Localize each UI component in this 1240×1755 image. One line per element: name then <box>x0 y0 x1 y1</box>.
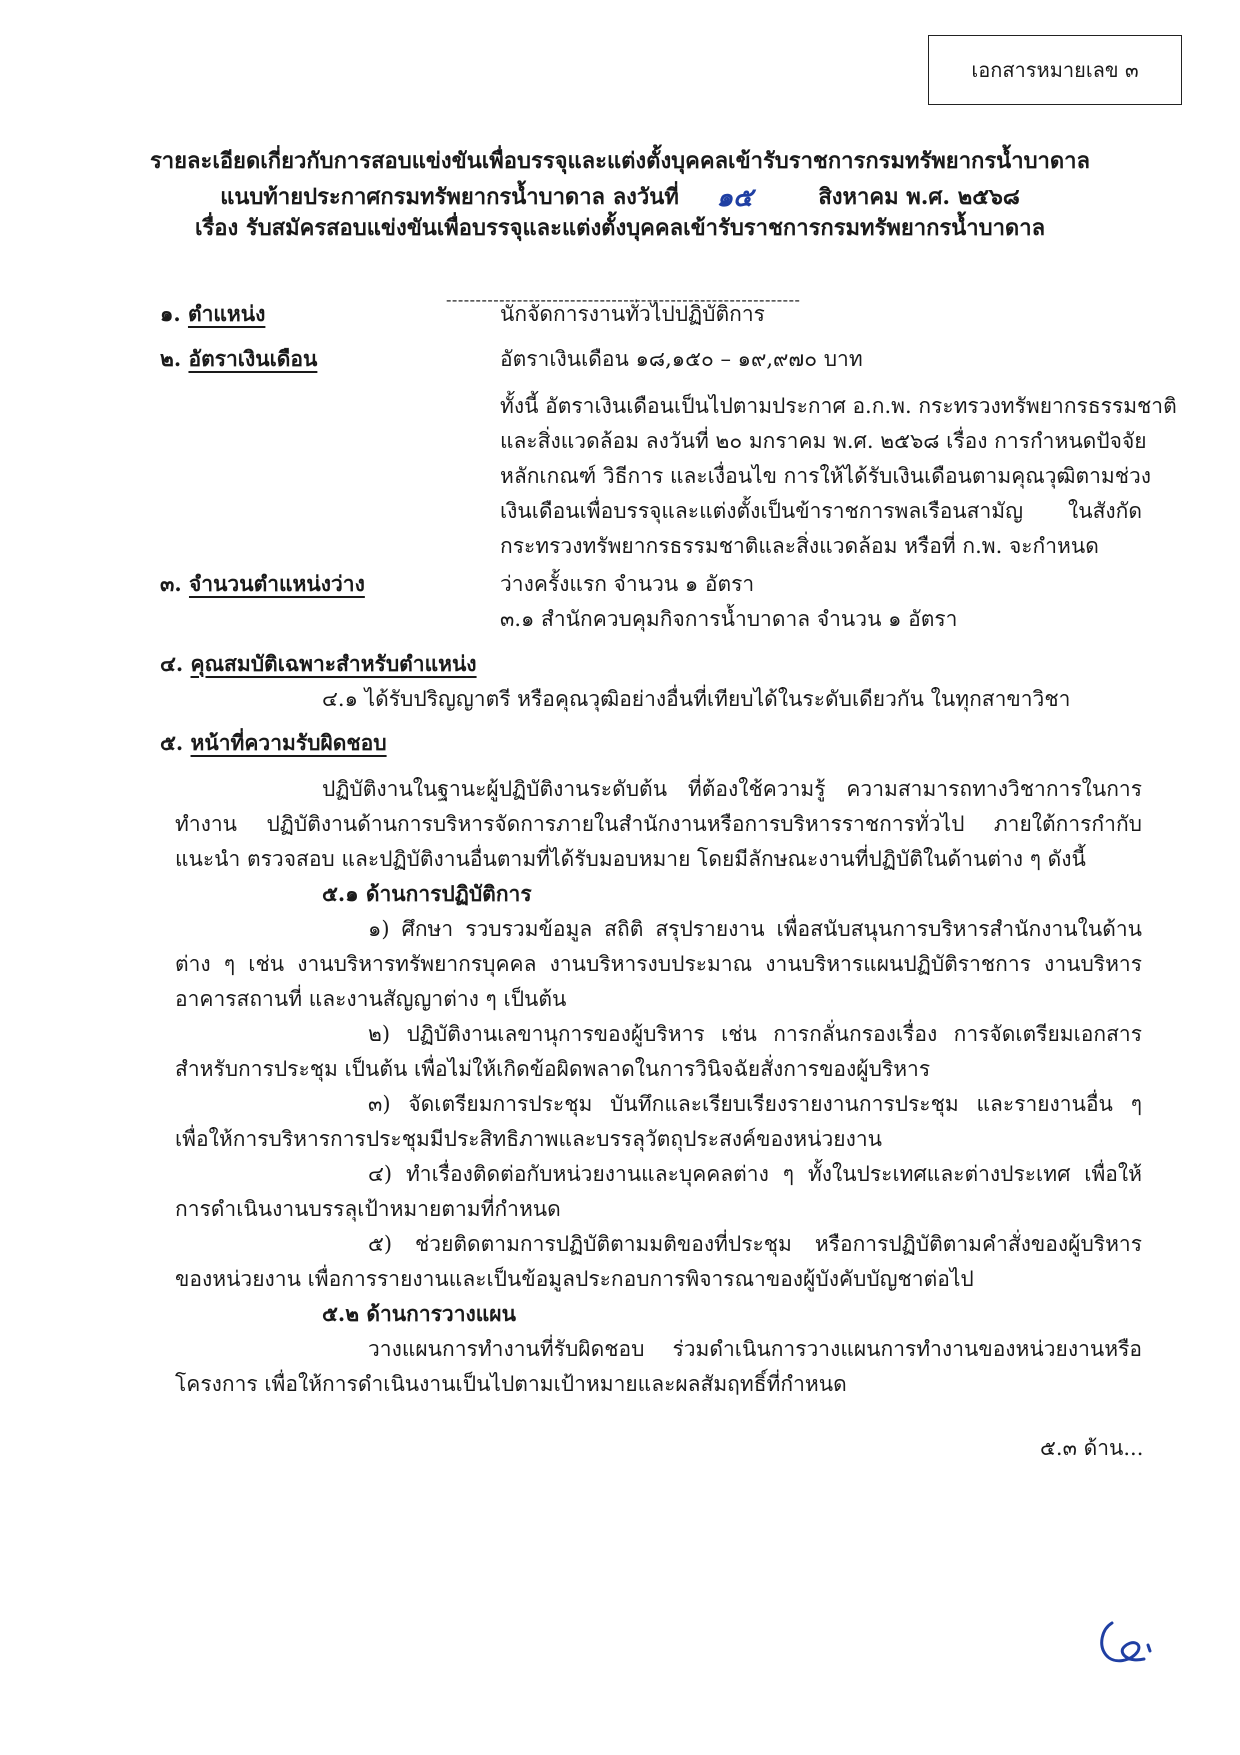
document-number-box <box>928 35 1182 105</box>
section-1-heading <box>160 298 265 331</box>
header-line-1: รายละเอียดเกี่ยวกับการสอบแข่งขันเพื่อบรรจุและแต่งตั้งบุคคลเข้ารับราชการกรมทรัพยากรน้ำบาดาล <box>149 148 1091 174</box>
section-2-heading <box>160 343 317 376</box>
section-2-number: ๒. <box>160 346 182 371</box>
header-separator: ------------------------------------------------------------ <box>446 290 801 309</box>
duty-item-line: ๕) ช่วยติดตามการปฏิบัติตามมติของที่ประชุม หรือการปฏิบัติตามคำสั่งของผู้บริหาร <box>368 1232 1142 1256</box>
duty-item-line: ๑) ศึกษา รวบรวมข้อมูล สถิติ สรุปรายงาน เพื่อสนับสนุนการบริหารสำนักงานในด้าน <box>368 917 1142 941</box>
section-1-title: ตำแหน่ง <box>187 301 266 326</box>
section-5-intro-line: ทำงาน ปฏิบัติงานด้านการบริหารจัดการภายในสำนักงานหรือการบริหารราชการทั่วไป ภายใต้การกำกับ <box>175 812 1142 836</box>
section-4-item: ๔.๑ ได้รับปริญญาตรี หรือคุณวุฒิอย่างอื่นที่เทียบได้ในระดับเดียวกัน ในทุกสาขาวิชา <box>322 687 1071 711</box>
section-1-number: ๑. <box>160 301 181 326</box>
section-5-title: หน้าที่ความรับผิดชอบ <box>190 730 387 755</box>
section-5-intro-line: แนะนำ ตรวจสอบ และปฏิบัติงานอื่นตามที่ได้รับมอบหมาย โดยมีลักษณะงานที่ปฏิบัติในด้านต่าง ๆ ดังนี้ <box>175 847 1086 871</box>
section-5-1-title: ๕.๑ ด้านการปฏิบัติการ <box>322 881 532 906</box>
salary-note-line: กระทรวงทรัพยากรธรรมชาติและสิ่งแวดล้อม หรือที่ ก.พ. จะกำหนด <box>500 534 1099 558</box>
section-4-heading <box>160 648 477 681</box>
header-line-2-prefix: แนบท้ายประกาศกรมทรัพยากรน้ำบาดาล ลงวันที่ <box>220 184 679 210</box>
duty-item-line: การดำเนินงานบรรลุเป้าหมายตามที่กำหนด <box>175 1197 561 1221</box>
section-3-sub: ๓.๑ สำนักควบคุมกิจการน้ำบาดาล จำนวน ๑ อัตรา <box>500 607 958 631</box>
section-3-number: ๓. <box>160 571 182 596</box>
duty-item-line: อาคารสถานที่ และงานสัญญาต่าง ๆ เป็นต้น <box>175 987 567 1011</box>
duty-item-line: ของหน่วยงาน เพื่อการรายงานและเป็นข้อมูลประกอบการพิจารณาของผู้บังคับบัญชาต่อไป <box>175 1267 974 1291</box>
continuation-note: ๕.๓ ด้าน... <box>1040 1436 1144 1460</box>
section-5-heading <box>160 727 387 760</box>
salary-note-line: และสิ่งแวดล้อม ลงวันที่ ๒๐ มกราคม พ.ศ. ๒๕๖๘ เรื่อง การกำหนดปัจจัย <box>500 429 1147 453</box>
duty-item-line: ๓) จัดเตรียมการประชุม บันทึกและเรียบเรียงรายงานการประชุม และรายงานอื่น ๆ <box>368 1092 1142 1116</box>
duty-item-line: ต่าง ๆ เช่น งานบริหารทรัพยากรบุคคล งานบริหารงบประมาณ งานบริหารแผนปฏิบัติราชการ งานบริหาร <box>175 952 1142 976</box>
planning-line: โครงการ เพื่อให้การดำเนินงานเป็นไปตามเป้าหมายและผลสัมฤทธิ์ที่กำหนด <box>175 1372 847 1396</box>
section-4-number: ๔. <box>160 651 184 676</box>
planning-line: วางแผนการทำงานที่รับผิดชอบ ร่วมดำเนินการวางแผนการทำงานของหน่วยงานหรือ <box>368 1337 1142 1361</box>
salary-note-line: ทั้งนี้ อัตราเงินเดือนเป็นไปตามประกาศ อ.ก.พ. กระทรวงทรัพยากรธรรมชาติ <box>500 394 1177 418</box>
section-3-value: ว่างครั้งแรก จำนวน ๑ อัตรา <box>500 572 755 596</box>
duty-item-line: ๔) ทำเรื่องติดต่อกับหน่วยงานและบุคคลต่าง ๆ ทั้งในประเทศและต่างประเทศ เพื่อให้ <box>368 1162 1142 1186</box>
section-5-number: ๕. <box>160 730 184 755</box>
salary-note-line: เงินเดือนเพื่อบรรจุและแต่งตั้งเป็นข้าราชการพลเรือนสามัญ ในสังกัด <box>500 499 1142 523</box>
header-line-3: เรื่อง รับสมัครสอบแข่งขันเพื่อบรรจุและแต่งตั้งบุคคลเข้ารับราชการกรมทรัพยากรน้ำบาดาล <box>194 215 1046 241</box>
signature-initials <box>1092 1615 1162 1675</box>
duty-item-line: สำหรับการประชุม เป็นต้น เพื่อไม่ให้เกิดข้อผิดพลาดในการวินิจฉัยสั่งการของผู้บริหาร <box>175 1057 931 1081</box>
duty-item-line: เพื่อให้การบริหารการประชุมมีประสิทธิภาพและบรรลุวัตถุประสงค์ของหน่วยงาน <box>175 1127 883 1151</box>
document-number: เอกสารหมายเลข ๓ <box>971 58 1139 82</box>
duty-item-line: ๒) ปฏิบัติงานเลขานุการของผู้บริหาร เช่น การกลั่นกรองเรื่อง การจัดเตรียมเอกสาร <box>368 1022 1142 1046</box>
header-date-handwritten: ๑๕ <box>716 183 753 213</box>
header-line-2-suffix: สิงหาคม พ.ศ. ๒๕๖๘ <box>818 184 1020 210</box>
section-2-value: อัตราเงินเดือน ๑๘,๑๕๐ – ๑๙,๙๗๐ บาท <box>500 347 863 371</box>
section-3-title: จำนวนตำแหน่งว่าง <box>188 571 365 596</box>
section-2-title: อัตราเงินเดือน <box>188 346 318 371</box>
section-5-2-title: ๕.๒ ด้านการวางแผน <box>322 1301 516 1326</box>
section-5-intro-line: ปฏิบัติงานในฐานะผู้ปฏิบัติงานระดับต้น ที่ต้องใช้ความรู้ ความสามารถทางวิชาการในการ <box>322 777 1142 801</box>
section-1-value: นักจัดการงานทั่วไปปฏิบัติการ <box>500 302 765 326</box>
section-3-heading <box>160 568 365 601</box>
salary-note-line: หลักเกณฑ์ วิธีการ และเงื่อนไข การให้ได้รับเงินเดือนตามคุณวุฒิตามช่วง <box>500 464 1152 488</box>
section-4-title: คุณสมบัติเฉพาะสำหรับตำแหน่ง <box>190 651 477 676</box>
